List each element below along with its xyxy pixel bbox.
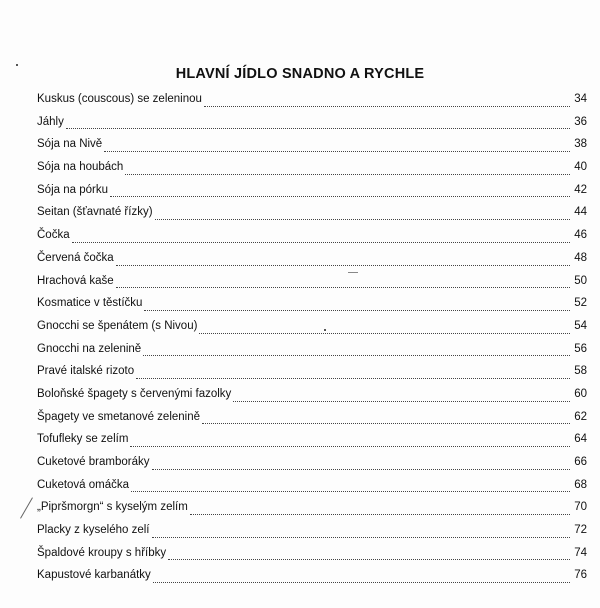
dot-leader xyxy=(204,105,570,107)
dot-leader xyxy=(66,127,570,129)
toc-entry-page-number: 50 xyxy=(574,274,587,287)
toc-entry xyxy=(37,478,587,501)
table-of-contents xyxy=(37,92,587,591)
dot-leader xyxy=(125,173,570,175)
toc-entry-label: Tofufleky se zelím xyxy=(37,433,129,446)
toc-entry-page-number: 58 xyxy=(574,365,587,378)
dot-leader xyxy=(130,445,570,447)
toc-entry-page-number: 64 xyxy=(574,433,587,446)
toc-entry-page-number: 42 xyxy=(574,183,587,196)
toc-entry xyxy=(37,228,587,251)
dot-leader xyxy=(152,468,571,470)
toc-entry-page-number: 46 xyxy=(574,229,587,242)
toc-entry-page-number: 62 xyxy=(574,410,587,423)
toc-entry-label: Sója na Nivě xyxy=(37,138,103,151)
dot-leader xyxy=(116,264,570,266)
toc-entry xyxy=(37,274,587,297)
toc-entry xyxy=(37,251,587,274)
toc-entry xyxy=(37,296,587,319)
dot-leader xyxy=(144,309,570,311)
toc-entry-page-number: 44 xyxy=(574,206,587,219)
toc-entry-page-number: 66 xyxy=(574,456,587,468)
toc-entry xyxy=(37,183,587,206)
toc-entry-label: Špaldové kroupy s hříbky xyxy=(37,546,167,559)
toc-entry-page-number: 72 xyxy=(574,524,587,537)
toc-entry-page-number: 54 xyxy=(574,319,587,332)
toc-entry-page-number: 52 xyxy=(574,297,587,310)
toc-entry-page-number: 68 xyxy=(574,478,587,491)
toc-entry xyxy=(37,568,587,591)
dot-leader xyxy=(155,218,570,220)
toc-entry xyxy=(37,137,587,160)
toc-entry xyxy=(37,342,587,365)
toc-entry-label: Cuketové bramboráky xyxy=(37,456,150,468)
toc-entry xyxy=(37,500,587,523)
toc-entry-label: Kapustové karbanátky xyxy=(37,569,151,582)
toc-entry-page-number: 74 xyxy=(574,546,587,559)
dot-leader xyxy=(116,286,570,288)
toc-entry-label: Gnocchi se špenátem (s Nivou) xyxy=(37,319,198,332)
dot-leader xyxy=(199,332,570,334)
toc-entry xyxy=(37,410,587,433)
toc-entry-page-number: 38 xyxy=(574,138,587,151)
toc-entry-label: Boloňské špagety s červenými fazolky xyxy=(37,387,232,400)
toc-entry-label: Kosmatice v těstíčku xyxy=(37,297,143,310)
scan-pen-mark xyxy=(20,497,33,518)
toc-entry-label: Špagety ve smetanové zelenině xyxy=(37,410,201,423)
toc-entry-page-number: 70 xyxy=(574,501,587,514)
toc-entry xyxy=(37,205,587,228)
dot-leader xyxy=(110,195,570,197)
toc-entry-label: Seitan (šťavnaté řízky) xyxy=(37,206,153,219)
page-title: HLAVNÍ JÍDLO SNADNO A RYCHLE xyxy=(175,66,425,82)
toc-entry-label: „Pipršmorgn“ s kyselým zelím xyxy=(37,501,188,514)
dot-leader xyxy=(152,536,571,538)
toc-entry-page-number: 34 xyxy=(574,93,587,105)
toc-entry-page-number: 56 xyxy=(574,342,587,355)
toc-entry-label: Placky z kyselého zelí xyxy=(37,524,150,537)
toc-entry-label: Pravé italské rizoto xyxy=(37,365,135,378)
toc-entry xyxy=(37,432,587,455)
toc-entry xyxy=(37,92,587,115)
dot-leader xyxy=(104,150,570,152)
dot-leader xyxy=(190,513,570,515)
toc-entry xyxy=(37,546,587,569)
toc-entry xyxy=(37,319,587,342)
dot-leader xyxy=(153,581,570,583)
toc-entry-label: Jáhly xyxy=(37,115,64,128)
dot-leader xyxy=(233,400,570,402)
toc-entry-label: Sója na pórku xyxy=(37,183,108,196)
toc-entry-label: Čočka xyxy=(37,229,70,242)
dot-leader xyxy=(143,354,570,356)
toc-entry-label: Červená čočka xyxy=(37,251,114,264)
toc-entry-page-number: 76 xyxy=(574,569,587,582)
dot-leader xyxy=(136,377,570,379)
toc-entry xyxy=(37,523,587,546)
toc-entry-label: Kuskus (couscous) se zeleninou xyxy=(37,93,202,105)
toc-entry xyxy=(37,364,587,387)
toc-entry xyxy=(37,387,587,410)
toc-entry-page-number: 60 xyxy=(574,387,587,400)
toc-entry-label: Sója na houbách xyxy=(37,161,124,174)
toc-entry-page-number: 48 xyxy=(574,251,587,264)
toc-entry-label: Gnocchi na zelenině xyxy=(37,342,142,355)
toc-entry xyxy=(37,160,587,183)
toc-entry-page-number: 40 xyxy=(574,161,587,174)
toc-entry-label: Cuketová omáčka xyxy=(37,478,130,491)
dot-leader xyxy=(72,241,570,243)
dot-leader xyxy=(168,558,570,560)
dot-leader xyxy=(202,422,570,424)
dot-leader xyxy=(131,490,570,492)
toc-entry-page-number: 36 xyxy=(574,115,587,128)
toc-entry xyxy=(37,455,587,478)
toc-entry-label: Hrachová kaše xyxy=(37,274,114,287)
toc-entry xyxy=(37,115,587,138)
